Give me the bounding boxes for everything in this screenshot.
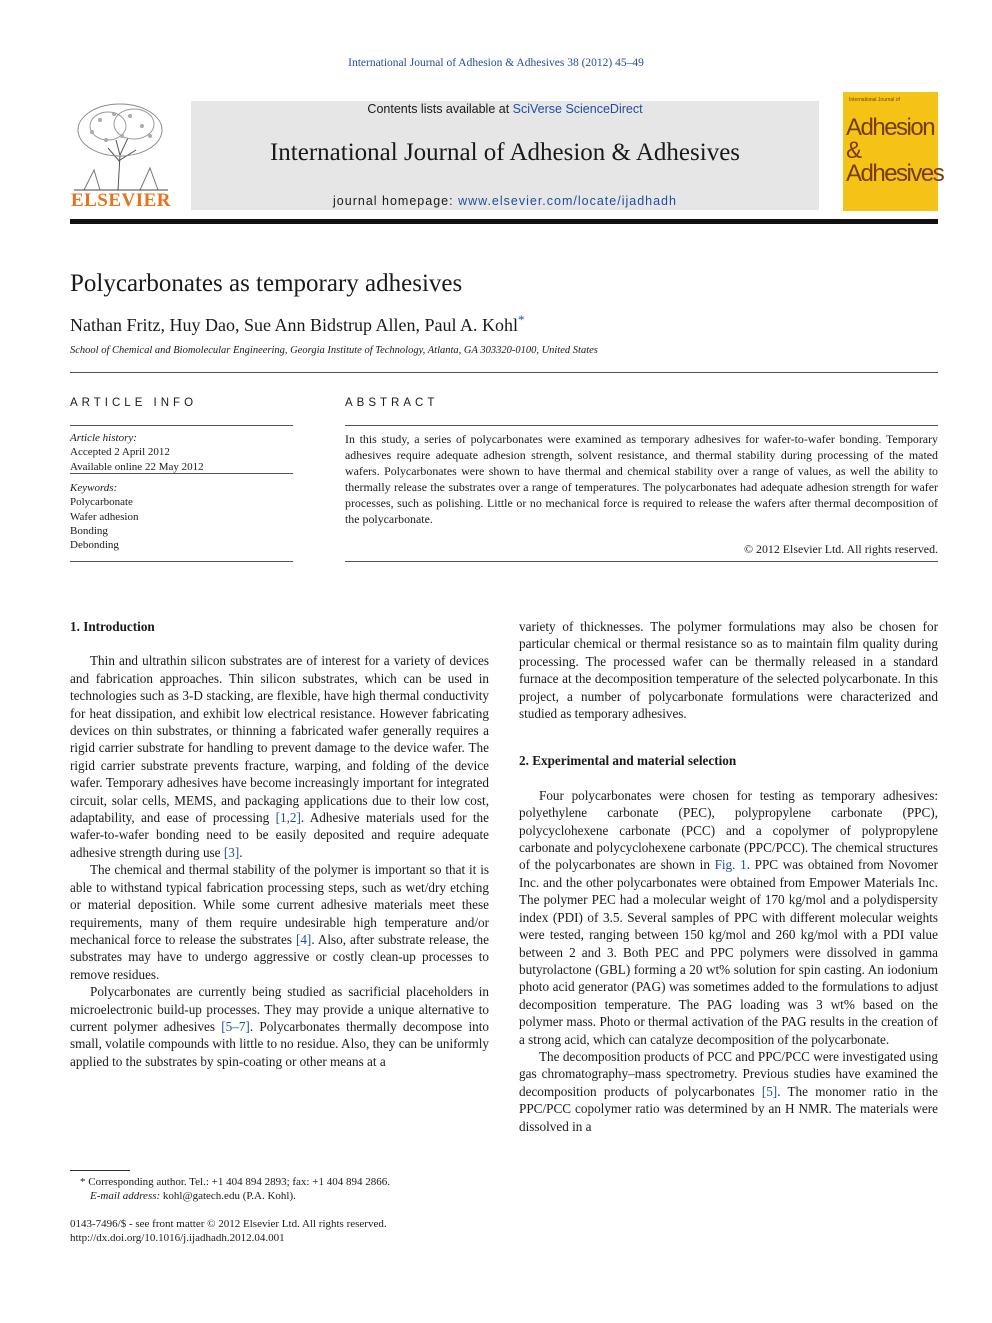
divider [70, 561, 293, 562]
corresponding-author-mark[interactable]: * [517, 312, 525, 327]
keyword: Polycarbonate [70, 496, 133, 509]
contents-prefix: Contents lists available at [367, 102, 513, 116]
journal-title: International Journal of Adhesion & Adhesives [269, 139, 741, 166]
sciencedirect-link[interactable]: SciVerse ScienceDirect [512, 102, 643, 116]
cover-subtitle: International Journal of [849, 97, 900, 103]
paragraph: Polycarbonates are currently being studied as sacrificial placeholders in microelectronic build-up processes. They may provide a unique alternative to current polymer adhesives [5–7]. Polycarbonates thermally decompose into small, volatile compounds with little to no residue. Also, they can be uniformly applied to the substrates by spin-coating or other means at a [70, 984, 489, 1069]
footnote-divider [70, 1170, 130, 1171]
authors-text: Nathan Fritz, Huy Dao, Sue Ann Bidstrup Allen, Paul A. Kohl [70, 315, 518, 335]
abstract-text: In this study, a series of polycarbonates were examined as temporary adhesives for wafer-to-wafer bonding. Temporary adhesives require adequate adhesion strength, solvent resistance, and thermal stability during processing of the mated wafers. Polycarbonates were shown to have thermal and chemical stability over a range of values, as well the ability to thermally release the substrates over a range of temperatures. The polycarbonates had adequate adhesion strength for wafer processes, such as polishing. Little or no mechanical force is required to release the wafers after thermal decomposition of the polycarbonate. [345, 432, 938, 526]
email-link[interactable]: kohl@gatech.edu (P.A. Kohl). [160, 1190, 296, 1202]
abstract-heading: ABSTRACT [345, 397, 439, 409]
paragraph: Thin and ultrathin silicon substrates are of interest for a variety of devices and fabrication approaches. Thin silicon substrates, which can be used in technologies such as 3-D stacking, are flexible, have high thermal conductivity for heat dissipation, and exhibit low electrical resistance. However fabricating devices on thin substrates, or thinning a fabricated wafer generally requires a rigid carrier substrate for handling to prevent damage to the device wafer. The rigid carrier substrate prevents fracture, warping, and folding of the device wafer. Temporary adhesives have become increasingly important for integrated circuit, solar cells, MEMS, and packaging applications due to their low cost, adaptability, and ease of processing [1,2]. Adhesive materials used for the wafer-to-wafer bonding need to be easily deposited and require adequate adhesive strength during use [3]. [70, 653, 489, 860]
figure-link[interactable]: Fig. 1 [714, 857, 747, 873]
divider [345, 425, 938, 426]
keyword: Wafer adhesion [70, 510, 139, 523]
keyword: Bonding [70, 524, 108, 537]
citation-link[interactable]: [5–7] [221, 1018, 250, 1034]
paragraph: variety of thicknesses. The polymer formulations may also be chosen for particular chemical or thermal resistance so as to maintain film quality during processing. The processed wafer can be thermally released in a standard furnace at the decomposition temperature of the selected polycarbonate. In this project, a number of polycarbonate formulations were characterized and studied as temporary adhesives. [519, 619, 938, 722]
contents-line [191, 102, 819, 116]
citation-link[interactable]: [1,2] [275, 810, 301, 826]
elsevier-tree-icon [70, 100, 172, 192]
section-heading-experimental: 2. Experimental and material selection [519, 753, 737, 769]
section-heading-introduction: 1. Introduction [70, 619, 155, 634]
footnote-email [80, 1189, 499, 1203]
cover-title [846, 114, 944, 187]
elsevier-logo [70, 100, 172, 212]
journal-homepage [191, 194, 819, 208]
paragraph: The chemical and thermal stability of the polymer is important so that it is able to withstand typical fabrication processing steps, such as wet/dry etching or material deposition. While some current adhesive materials meet these requirements, many of them require undesirable high temperature and/or mechanical force to release the substrates [4]. Also, after substrate release, the substrates may have to undergo aggressive or costly clean-up processes to remove residues. [70, 862, 489, 982]
citation-link[interactable]: [5] [761, 1083, 778, 1099]
divider [70, 425, 293, 426]
citation-link[interactable]: [4] [295, 931, 312, 947]
cover-title-line1: Adhesion & [846, 114, 935, 164]
divider [70, 473, 293, 474]
affiliation: School of Chemical and Biomolecular Engineering, Georgia Institute of Technology, Atlanta, GA 303320-0100, United States [70, 345, 598, 356]
online-date: Available online 22 May 2012 [70, 460, 204, 473]
article-history [70, 431, 293, 474]
divider [70, 372, 938, 373]
footnote-corresponding: * Corresponding author. Tel.: +1 404 894 2893; fax: +1 404 894 2866. [80, 1176, 390, 1188]
citation-link[interactable]: [3] [223, 844, 240, 860]
right-column [519, 618, 938, 1135]
paragraph: Four polycarbonates were chosen for testing as temporary adhesives: polyethylene carbonate (PEC), polypropylene carbonate (PPC), polycyclohexene carbonate (PCC) and a copolymer of polypropylene carbonate and polycyclohexene carbonate (PPC/PCC). The chemical structures of the polycarbonates are shown in Fig. 1. PPC was obtained from Novomer Inc. and the other polycarbonates were obtained from Empower Materials Inc. The polymer PEC had a molecular weight of 170 kg/mol and a polydispersity index (PDI) of 3.5. Several samples of PPC with different molecular weights were tested, ranging between 150 kg/mol and 260 kg/mol with a PDI value between 2 and 3. Both PEC and PPC polymers were dissolved in gamma butyrolactone (GBL) forming a 20 wt% solution for spin casting. An iodonium photo acid generator (PAG) was sometimes added to the formulations to adjust decomposition temperature. The PAG loading was 3 wt% based on the polymer mass. Photo or thermal activation of the PAG results in the creation of a strong acid, which can catalyze decomposition of the polycarbonate. [519, 787, 939, 1047]
accepted-date: Accepted 2 April 2012 [70, 446, 170, 459]
publisher-name: ELSEVIER [70, 190, 172, 211]
author-list [70, 312, 524, 336]
keywords-label: Keywords: [70, 482, 118, 494]
keyword: Debonding [70, 539, 119, 552]
left-column [70, 618, 489, 1070]
journal-cover [843, 92, 944, 211]
paragraph: The decomposition products of PCC and PPC/PCC were investigated using gas chromatography–mass spectrometry. Previous studies have examined the decomposition products of polycarbonates [5]. The monomer ratio in the PPC/PCC copolymer ratio was determined by an H NMR. The materials were dissolved in a [519, 1048, 938, 1134]
copyright: © 2012 Elsevier Ltd. All rights reserved. [744, 542, 938, 556]
journal-reference[interactable]: International Journal of Adhesion & Adhesives 38 (2012) 45–49 [348, 57, 644, 69]
history-label: Article history: [70, 432, 137, 444]
keywords [70, 481, 293, 552]
homepage-link[interactable]: www.elsevier.com/locate/ijadhadh [458, 194, 677, 208]
homepage-prefix: journal homepage: [333, 194, 459, 208]
cover-title-line2: Adhesives [846, 160, 944, 187]
header-divider [70, 219, 938, 224]
article-title: Polycarbonates as temporary adhesives [70, 270, 463, 297]
corresponding-author-footnote [70, 1175, 499, 1203]
doi-link[interactable]: http://dx.doi.org/10.1016/j.ijadhadh.2012.04.001 [70, 1232, 285, 1244]
email-label: E-mail address: [90, 1190, 161, 1202]
issn-line: 0143-7496/$ - see front matter © 2012 Elsevier Ltd. All rights reserved. [70, 1218, 387, 1230]
divider [345, 561, 938, 562]
article-info-heading: ARTICLE INFO [70, 397, 198, 409]
